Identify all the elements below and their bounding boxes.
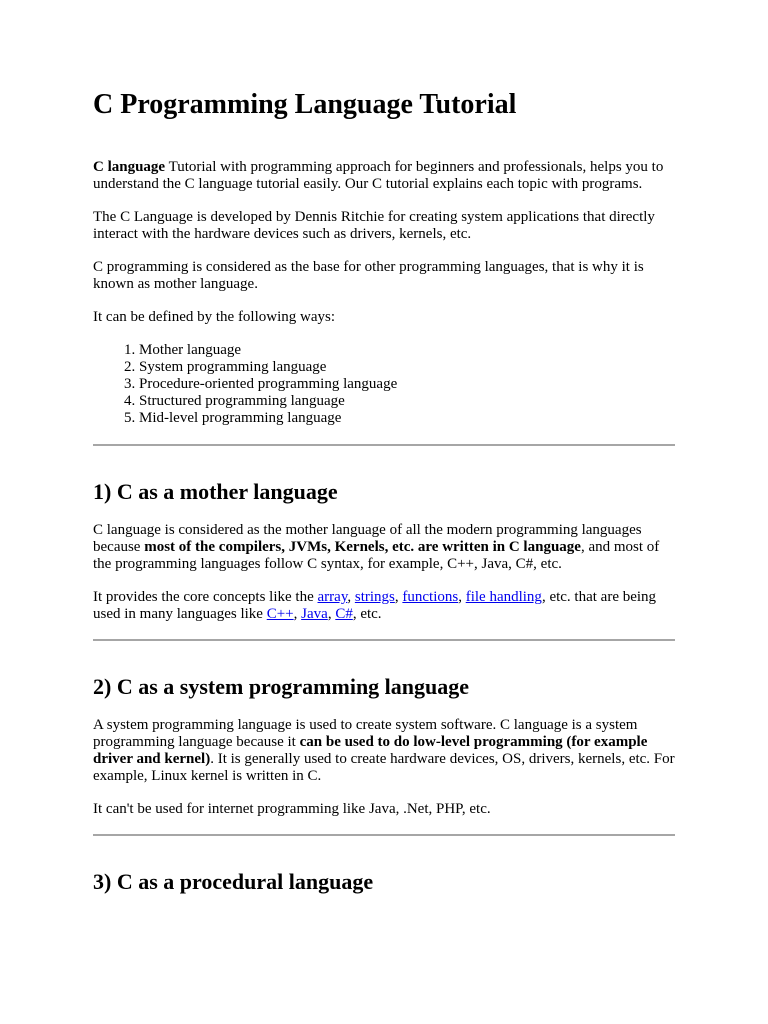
section-2-text-b: . It is generally used to create hardware devices, OS, drivers, kernels, etc. For example, Linux kernel is written in C. bbox=[93, 751, 675, 784]
section-1-text-c: It provides the core concepts like the bbox=[93, 589, 318, 605]
list-item: 5. Mid-level programming language bbox=[139, 410, 675, 427]
section-1-heading: 1) C as a mother language bbox=[93, 479, 338, 504]
intro-paragraph-2: The C Language is developed by Dennis Ritchie for creating system applications that directly interact with the hardware devices such as drivers, kernels, etc. bbox=[93, 209, 655, 242]
intro-paragraph-4: It can be defined by the following ways: bbox=[93, 309, 336, 325]
section-divider bbox=[93, 444, 675, 446]
section-1-text-e: , etc. bbox=[352, 606, 382, 622]
functions-link[interactable]: functions bbox=[402, 589, 459, 605]
page-title: C Programming Language Tutorial bbox=[93, 89, 517, 120]
separator: , bbox=[347, 589, 355, 605]
section-divider bbox=[93, 834, 675, 836]
section-2-paragraph-1 bbox=[93, 717, 675, 785]
intro-paragraph-1 bbox=[93, 159, 675, 193]
section-2-bold-text: can be used to do low-level programming (for example driver and kernel) bbox=[93, 734, 648, 767]
cpp-link[interactable]: C++ bbox=[266, 606, 294, 622]
file-handling-link[interactable]: file handling bbox=[465, 589, 542, 605]
section-1-text-b: , and most of the programming languages follow C syntax, for example, C++, Java, C#, etc. bbox=[93, 539, 660, 572]
list-item: 4. Structured programming language bbox=[139, 393, 675, 410]
csharp-link[interactable]: C# bbox=[335, 606, 353, 622]
array-link[interactable]: array bbox=[317, 589, 348, 605]
definition-list bbox=[93, 342, 675, 427]
list-item: 1. Mother language bbox=[139, 342, 675, 359]
strings-link[interactable]: strings bbox=[354, 589, 395, 605]
separator: , bbox=[293, 606, 302, 622]
intro-paragraph-1-text: Tutorial with programming approach for beginners and professionals, helps you to understand the C language tutorial easily. Our C tutorial explains each topic with programs. bbox=[93, 159, 664, 192]
section-2-heading: 2) C as a system programming language bbox=[93, 674, 470, 699]
separator: , bbox=[394, 589, 403, 605]
section-1-paragraph-2 bbox=[93, 589, 675, 623]
list-item: 3. Procedure-oriented programming language bbox=[139, 376, 675, 393]
section-3-heading: 3) C as a procedural language bbox=[93, 869, 374, 894]
separator: , bbox=[327, 606, 336, 622]
intro-bold-term: C language bbox=[93, 159, 166, 175]
section-2-text-a: A system programming language is used to create system software. C language is a system programming language because it bbox=[93, 717, 638, 750]
section-1-text-a: C language is considered as the mother language of all the modern programming languages because bbox=[93, 522, 642, 555]
separator: , bbox=[458, 589, 466, 605]
list-item: 2. System programming language bbox=[139, 359, 675, 376]
section-divider bbox=[93, 639, 675, 641]
section-2-paragraph-2: It can't be used for internet programming like Java, .Net, PHP, etc. bbox=[93, 801, 491, 817]
section-1-text-d: , etc. that are being used in many languages like bbox=[93, 589, 657, 622]
section-1-bold-text: most of the compilers, JVMs, Kernels, etc. are written in C language bbox=[144, 539, 581, 555]
java-link[interactable]: Java bbox=[301, 606, 328, 622]
section-1-paragraph-1 bbox=[93, 522, 675, 573]
intro-paragraph-3: C programming is considered as the base for other programming languages, that is why it is known as mother language. bbox=[93, 259, 644, 292]
